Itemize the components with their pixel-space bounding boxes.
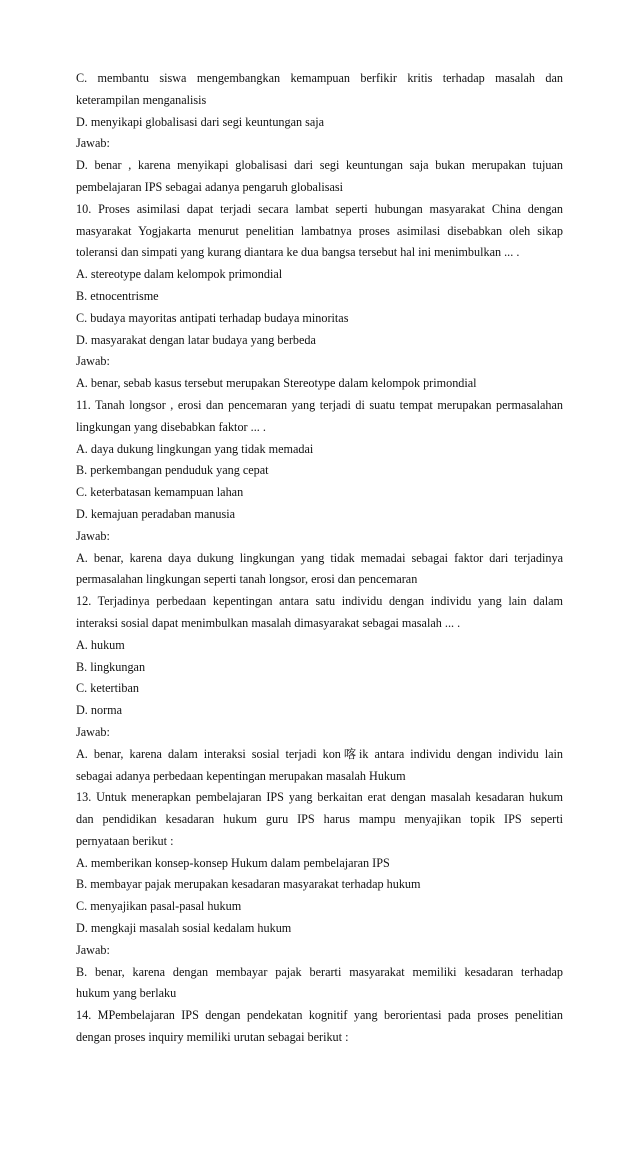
text-line: toleransi dan simpati yang kurang diantara ke dua bangsa tersebut hal ini menimbulkan ... . — [76, 245, 520, 260]
text-line: hukum yang berlaku — [76, 986, 177, 1001]
text-line: dengan proses inquiry memiliki urutan sebagai berikut : — [76, 1030, 349, 1045]
text-line: Jawab: — [76, 942, 110, 957]
text-line: D. benar , karena menyikapi globalisasi dari segi keuntungan saja bukan merupakan tujuan — [76, 158, 563, 173]
text-line: A. benar, karena dalam interaksi sosial terjadi kon喀ik antara individu dengan individu lain — [76, 746, 563, 761]
text-line: C. menyajikan pasal-pasal hukum — [76, 899, 242, 914]
text-line: B. lingkungan — [76, 659, 146, 674]
text-line: keterampilan menganalisis — [76, 92, 207, 107]
text-line: A. hukum — [76, 637, 125, 652]
text-line: interaksi sosial dapat menimbulkan masalah dimasyarakat sebagai masalah ... . — [76, 615, 461, 630]
text-line: 12. Terjadinya perbedaan kepentingan antara satu individu dengan individu yang lain dalam — [76, 594, 563, 609]
text-line: C. membantu siswa mengembangkan kemampuan berfikir kritis terhadap masalah dan — [76, 71, 563, 85]
text-line: D. mengkaji masalah sosial kedalam hukum — [76, 921, 292, 936]
text-line: Jawab: — [76, 724, 110, 739]
text-line: A. benar, karena daya dukung lingkungan yang tidak memadai sebagai faktor dari terjadinya — [76, 550, 563, 565]
text-line: D. kemajuan peradaban manusia — [76, 506, 236, 521]
text-line: A. daya dukung lingkungan yang tidak memadai — [76, 441, 314, 456]
text-line: pembelajaran IPS sebagai adanya pengaruh globalisasi — [76, 179, 344, 194]
text-line: 11. Tanah longsor , erosi dan pencemaran yang terjadi di suatu tempat merupakan permasalahan — [76, 397, 563, 412]
text-line: B. benar, karena dengan membayar pajak berarti masyarakat memiliki kesadaran terhadap — [76, 964, 563, 979]
text-line: B. membayar pajak merupakan kesadaran masyarakat terhadap hukum — [76, 877, 421, 892]
text-line: 14. MPembelajaran IPS dengan pendekatan kognitif yang berorientasi pada proses penelitian — [76, 1008, 563, 1023]
text-line: dan pendidikan kesadaran hukum guru IPS harus mampu menyajikan topik IPS seperti — [76, 812, 563, 827]
text-line: C. keterbatasan kemampuan lahan — [76, 485, 244, 500]
text-line: B. etnocentrisme — [76, 288, 159, 303]
text-line: lingkungan yang disebabkan faktor ... . — [76, 419, 266, 434]
text-line: 10. Proses asimilasi dapat terjadi secara lambat seperti hubungan masyarakat China dengan — [76, 201, 563, 216]
text-line: C. ketertiban — [76, 681, 139, 696]
text-line: Jawab: — [76, 528, 110, 543]
text-line: sebagai adanya perbedaan kepentingan merupakan masalah Hukum — [76, 768, 406, 783]
document-body — [76, 68, 563, 1049]
text-line: D. menyikapi globalisasi dari segi keuntungan saja — [76, 114, 325, 129]
text-line: A. memberikan konsep-konsep Hukum dalam pembelajaran IPS — [76, 855, 390, 870]
text-line: pernyataan berikut : — [76, 833, 174, 848]
text-line: C. budaya mayoritas antipati terhadap budaya minoritas — [76, 310, 349, 325]
text-line: Jawab: — [76, 354, 110, 369]
text-line: B. perkembangan penduduk yang cepat — [76, 463, 269, 478]
text-line: A. stereotype dalam kelompok primondial — [76, 267, 283, 282]
text-line: permasalahan lingkungan seperti tanah longsor, erosi dan pencemaran — [76, 572, 418, 587]
text-line: A. benar, sebab kasus tersebut merupakan Stereotype dalam kelompok primondial — [76, 376, 477, 391]
text-line: Jawab: — [76, 136, 110, 151]
text-line: D. norma — [76, 703, 123, 718]
text-line: masyarakat Yogjakarta menurut penelitian lambatnya proses asimilasi disebabkan oleh sikap — [76, 223, 563, 238]
text-line: 13. Untuk menerapkan pembelajaran IPS yang berkaitan erat dengan masalah kesadaran hukum — [76, 790, 563, 805]
text-line: D. masyarakat dengan latar budaya yang berbeda — [76, 332, 316, 347]
